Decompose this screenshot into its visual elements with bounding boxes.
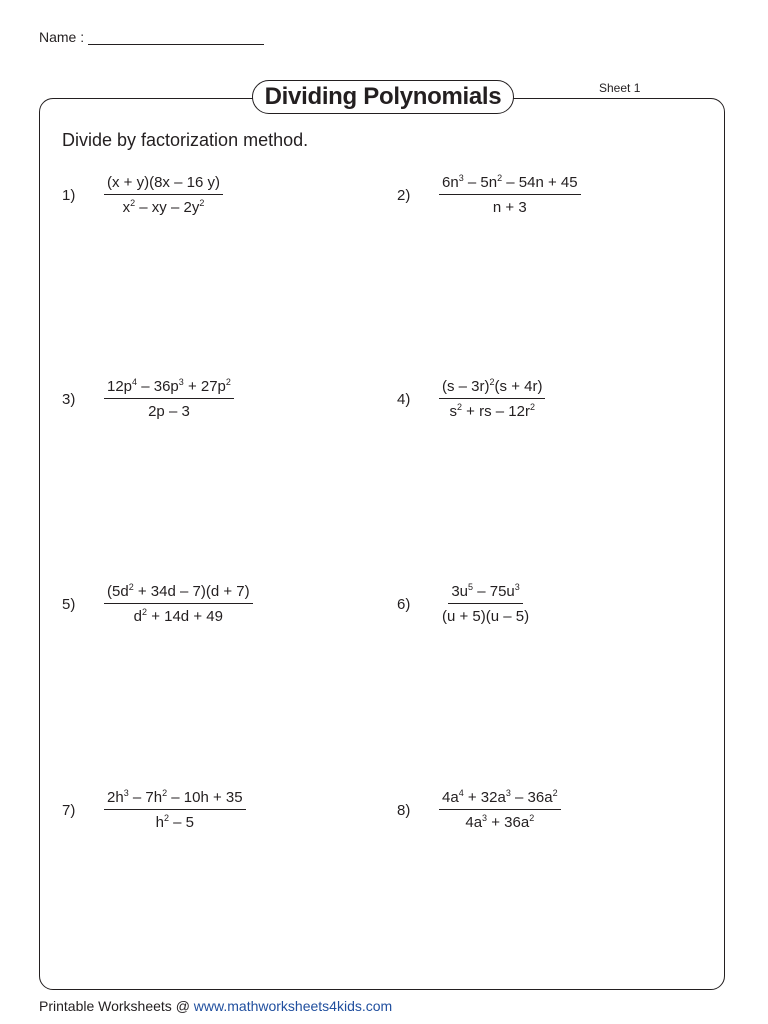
problem-1	[62, 173, 223, 217]
denominator: (u + 5)(u – 5)	[442, 608, 530, 625]
fraction	[104, 788, 246, 832]
denominator: 2p – 3	[148, 403, 190, 420]
footer	[39, 998, 392, 1014]
fraction	[439, 788, 561, 832]
numerator: $12p^4 - 36p^3 + 27p^2$	[104, 377, 234, 399]
denominator: n + 3	[492, 199, 527, 216]
problem-4	[397, 377, 545, 421]
numerator: $6n^3 - 5n^2 - 54n + 45$	[439, 173, 581, 195]
sheet-label: Sheet 1	[599, 81, 641, 95]
problem-8	[397, 788, 561, 832]
worksheet-frame	[39, 98, 725, 990]
name-line[interactable]	[88, 28, 264, 45]
fraction	[104, 582, 253, 626]
problem-5	[62, 582, 253, 626]
denominator: $s^2$ + rs – $12r^2$	[449, 402, 535, 420]
problem-3	[62, 377, 234, 421]
problem-number: 7)	[62, 801, 76, 819]
problem-number: 5)	[62, 595, 76, 613]
fraction	[104, 173, 223, 217]
problem-7	[62, 788, 246, 832]
name-row	[39, 28, 264, 45]
problem-number: 3)	[62, 390, 76, 408]
problem-number: 8)	[397, 801, 411, 819]
denominator: $x^2$ – xy – $2y^2$	[122, 198, 205, 216]
footer-prefix: Printable Worksheets @	[39, 998, 194, 1014]
fraction	[104, 377, 234, 421]
name-label: Name :	[39, 29, 85, 45]
numerator: $(5d^2 + 34d - 7)(d + 7)$	[104, 582, 253, 604]
fraction	[439, 377, 545, 421]
numerator: $4a^4 + 32a^3 - 36a^2$	[439, 788, 561, 810]
problem-2	[397, 173, 581, 217]
footer-link[interactable]: www.mathworksheets4kids.com	[193, 998, 393, 1014]
denominator: $4a^3 + 36a^2$	[465, 813, 535, 831]
instruction-text: Divide by factorization method.	[62, 130, 309, 150]
problem-number: 4)	[397, 390, 411, 408]
denominator: $h^2 - 5$	[155, 813, 194, 831]
numerator: (s – 3r)$^2$(s + 4r)	[439, 377, 545, 399]
problem-number: 1)	[62, 186, 76, 204]
problem-number: 2)	[397, 186, 411, 204]
fraction	[439, 582, 532, 626]
problem-number: 6)	[397, 595, 411, 613]
numerator: $2h^3 - 7h^2 - 10h + 35$	[104, 788, 246, 810]
worksheet-title: Dividing Polynomials	[252, 80, 514, 114]
denominator: $d^2 + 14d + 49$	[133, 607, 223, 625]
numerator: (x + y)(8x – 16 y)	[104, 173, 223, 195]
problem-6	[397, 582, 532, 626]
fraction	[439, 173, 581, 217]
numerator: $3u^5 - 75u^3$	[448, 582, 522, 604]
